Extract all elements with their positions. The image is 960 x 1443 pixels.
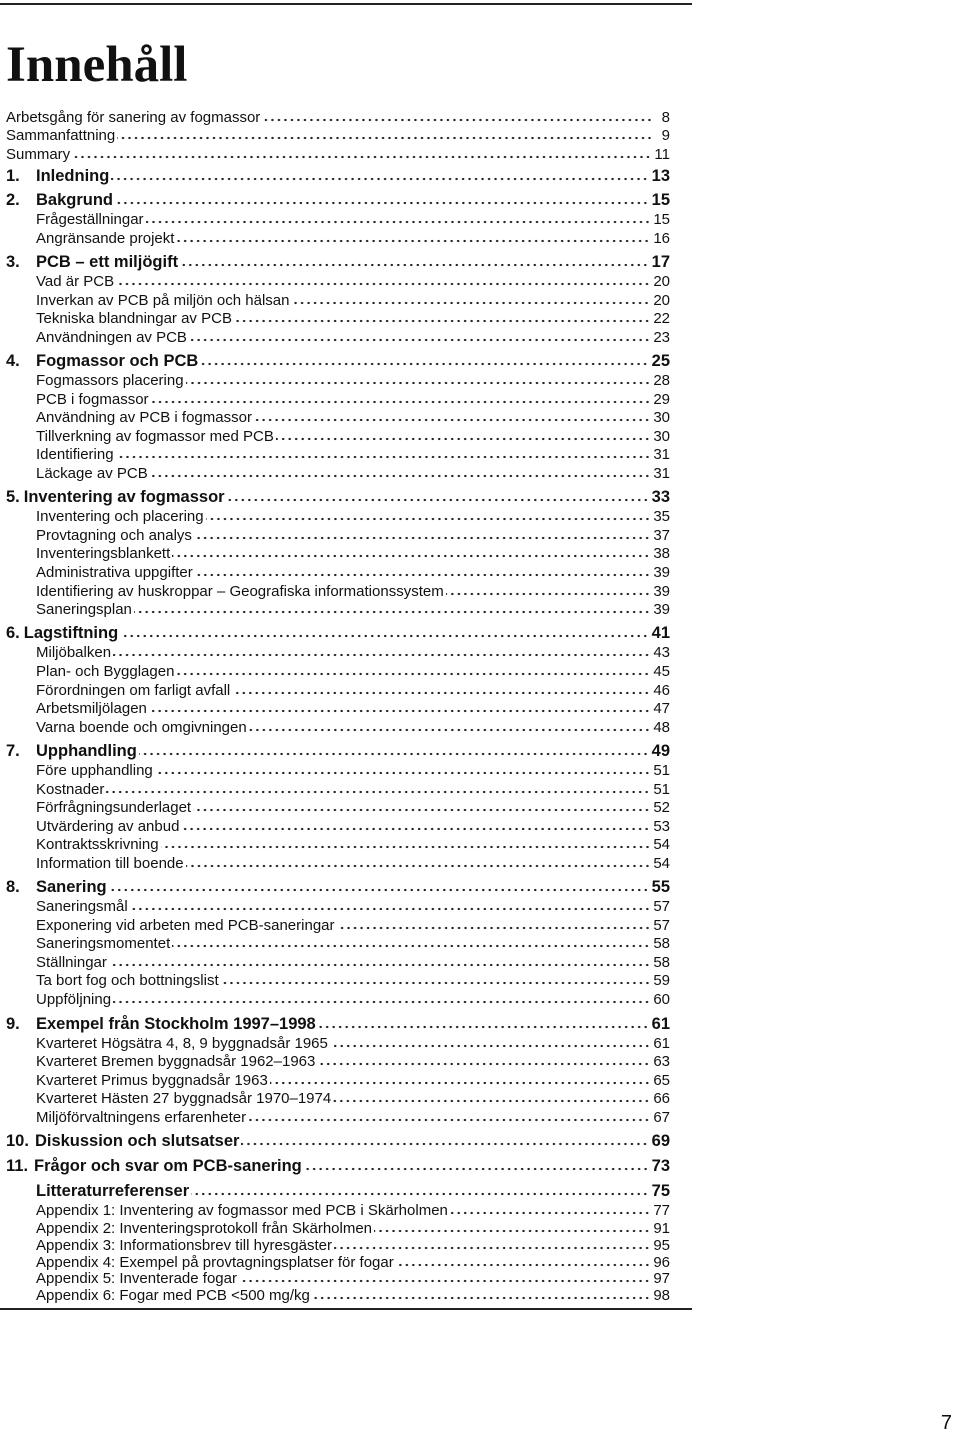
dot-leader bbox=[149, 709, 650, 713]
toc-entry-label: Angränsande projekt bbox=[36, 230, 175, 247]
toc-entry-page: 13 bbox=[651, 166, 670, 185]
dot-leader bbox=[186, 864, 651, 868]
toc-entry-page: 15 bbox=[651, 190, 670, 209]
dot-leader bbox=[109, 888, 649, 892]
toc-entry[interactable] bbox=[0, 951, 670, 970]
toc-entry-label: Inventering och placering bbox=[36, 508, 204, 525]
dot-leader bbox=[189, 338, 650, 342]
toc-entry[interactable] bbox=[0, 932, 670, 951]
dot-leader bbox=[150, 474, 651, 478]
dot-leader bbox=[116, 282, 650, 286]
dot-leader bbox=[330, 1044, 650, 1048]
toc-entry-label: Litteraturreferenser bbox=[36, 1181, 190, 1200]
dot-leader bbox=[227, 498, 649, 502]
toc-entry-page: 11 bbox=[654, 146, 670, 163]
toc-entry[interactable] bbox=[0, 988, 670, 1007]
toc-entry-page: 8 bbox=[661, 109, 670, 126]
dot-leader bbox=[241, 1142, 648, 1146]
dot-leader bbox=[193, 808, 650, 812]
toc-entry-label: Inledning bbox=[36, 166, 110, 185]
toc-entry[interactable] bbox=[0, 369, 670, 388]
dot-leader bbox=[249, 728, 651, 732]
dot-leader bbox=[262, 118, 653, 122]
toc-entry-page: 33 bbox=[651, 487, 670, 506]
toc-entry-page: 69 bbox=[651, 1131, 670, 1150]
toc-entry-label: PCB i fogmassor bbox=[36, 391, 149, 408]
toc-entry-label: Plan- och Bygglagen bbox=[36, 663, 175, 680]
toc-entry-page: 96 bbox=[653, 1254, 670, 1271]
toc-entry-label: Kontraktsskrivning bbox=[36, 836, 159, 853]
toc-entry-label: Frågor och svar om PCB-sanering bbox=[34, 1156, 302, 1175]
dot-leader bbox=[172, 944, 650, 948]
dot-leader bbox=[72, 155, 651, 159]
toc-entry-label: Miljöbalken bbox=[36, 644, 112, 661]
toc-entry-label: Appendix 4: Exempel på provtagningsplatser för fogar bbox=[36, 1254, 394, 1271]
toc-entry[interactable] bbox=[0, 542, 670, 561]
toc-entry-label: Identifiering av huskroppar – Geografiska informationssystem bbox=[36, 583, 444, 600]
toc-entry-label: Sanering bbox=[36, 877, 107, 896]
toc-entry-label: Tekniska blandningar av PCB bbox=[36, 310, 232, 327]
dot-leader bbox=[232, 691, 650, 695]
toc-entry-label: Diskussion och slutsatser bbox=[34, 1131, 240, 1150]
dot-leader bbox=[270, 1081, 651, 1085]
dot-leader bbox=[139, 752, 649, 756]
toc-entry[interactable] bbox=[0, 796, 670, 815]
toc-entry[interactable] bbox=[0, 660, 670, 679]
toc-entry[interactable] bbox=[0, 598, 670, 617]
toc-entry-page: 60 bbox=[653, 991, 670, 1008]
toc-entry-label: Arbetsgång för sanering av fogmassor bbox=[6, 109, 261, 126]
toc-entry-label: Exempel från Stockholm 1997–1998 bbox=[36, 1014, 316, 1033]
toc-entry-label: Appendix 6: Fogar med PCB <500 mg/kg bbox=[36, 1287, 310, 1304]
dot-leader bbox=[195, 573, 651, 577]
dot-leader bbox=[106, 790, 650, 794]
toc-chapter-entry[interactable] bbox=[0, 740, 670, 759]
toc-entry-label: Appendix 2: Inventeringsprotokoll från Skärholmen bbox=[36, 1220, 373, 1237]
toc-entry-page: 51 bbox=[653, 762, 670, 779]
toc-entry[interactable] bbox=[0, 270, 670, 289]
toc-entry-page: 29 bbox=[653, 391, 670, 408]
dot-leader bbox=[181, 827, 650, 831]
toc-entry-label: Appendix 3: Informationsbrev till hyresgäster bbox=[36, 1237, 332, 1254]
dot-leader bbox=[200, 362, 648, 366]
toc-entry-page: 57 bbox=[653, 898, 670, 915]
toc-entry-page: 45 bbox=[653, 663, 670, 680]
toc-chapter-entry[interactable] bbox=[0, 876, 670, 895]
toc-entry-label: Upphandling bbox=[36, 741, 137, 760]
toc-chapter-entry[interactable] bbox=[0, 251, 670, 270]
toc-entry-label: Fogmassors placering bbox=[36, 372, 184, 389]
dot-leader bbox=[155, 771, 651, 775]
toc-entry-page: 39 bbox=[653, 601, 670, 618]
toc-entry-page: 61 bbox=[651, 1014, 670, 1033]
toc-entry-page: 61 bbox=[653, 1035, 670, 1052]
toc-entry-label: Bakgrund bbox=[36, 190, 114, 209]
toc-entry[interactable] bbox=[0, 815, 670, 834]
dot-leader bbox=[172, 554, 650, 558]
toc-entry-label: Frågeställningar bbox=[36, 211, 144, 228]
toc-entry-label: Kvarteret Hästen 27 byggnadsår 1970–1974 bbox=[36, 1090, 332, 1107]
toc-entry[interactable] bbox=[0, 307, 670, 326]
toc-entry[interactable] bbox=[0, 697, 670, 716]
toc-entry-number: 1. bbox=[6, 166, 20, 185]
toc-entry-page: 98 bbox=[653, 1287, 670, 1304]
toc-entry-label: Summary bbox=[6, 146, 71, 163]
toc-entry[interactable] bbox=[0, 406, 670, 425]
dot-leader bbox=[176, 239, 650, 243]
toc-entry-label: Saneringsmomentet bbox=[36, 935, 171, 952]
toc-entry[interactable] bbox=[0, 124, 670, 143]
toc-entry[interactable] bbox=[0, 106, 670, 125]
dot-leader bbox=[234, 319, 650, 323]
toc-entry-number: 4. bbox=[6, 351, 20, 370]
toc-entry-page: 39 bbox=[653, 564, 670, 581]
toc-entry-label: Provtagning och analys bbox=[36, 527, 192, 544]
dot-leader bbox=[176, 672, 650, 676]
dot-leader bbox=[115, 201, 649, 205]
toc-entry-page: 51 bbox=[653, 781, 670, 798]
toc-entry[interactable] bbox=[0, 289, 670, 308]
toc-entry-page: 53 bbox=[653, 818, 670, 835]
toc-entry-label: Kvarteret Högsätra 4, 8, 9 byggnadsår 1965 bbox=[36, 1035, 328, 1052]
toc-entry[interactable] bbox=[0, 759, 670, 778]
dot-leader bbox=[180, 263, 649, 267]
toc-entry-number: 11. bbox=[6, 1156, 29, 1175]
toc-entry-label: Sammanfattning bbox=[6, 127, 116, 144]
toc-chapter-entry[interactable] bbox=[0, 1155, 670, 1174]
toc-entry-page: 16 bbox=[653, 230, 670, 247]
dot-leader bbox=[276, 437, 650, 441]
toc-entry-label: Kvarteret Bremen byggnadsår 1962–1963 bbox=[36, 1053, 316, 1070]
toc-entry[interactable] bbox=[0, 778, 670, 797]
toc-entry-label: Utvärdering av anbud bbox=[36, 818, 180, 835]
toc-entry-page: 28 bbox=[653, 372, 670, 389]
toc-chapter-entry[interactable] bbox=[0, 486, 670, 505]
toc-chapter-entry[interactable] bbox=[0, 1013, 670, 1032]
toc-entry-page: 49 bbox=[651, 741, 670, 760]
toc-entry-number: 2. bbox=[6, 190, 20, 209]
toc-entry[interactable] bbox=[0, 716, 670, 735]
toc-entry-page: 58 bbox=[653, 935, 670, 952]
toc-entry[interactable] bbox=[0, 524, 670, 543]
dot-leader bbox=[113, 1000, 650, 1004]
toc-entry-page: 67 bbox=[653, 1109, 670, 1126]
toc-entry[interactable] bbox=[0, 326, 670, 345]
toc-entry-page: 91 bbox=[653, 1220, 670, 1237]
dot-leader bbox=[291, 301, 650, 305]
dot-leader bbox=[109, 963, 650, 967]
toc-entry-page: 63 bbox=[653, 1053, 670, 1070]
toc-entry-label: Inventering av fogmassor bbox=[23, 487, 225, 506]
dot-leader bbox=[113, 653, 650, 657]
toc-entry-page: 15 bbox=[653, 211, 670, 228]
toc-entry-label: Lagstiftning bbox=[23, 623, 119, 642]
dot-leader bbox=[446, 592, 651, 596]
toc-entry-page: 38 bbox=[653, 545, 670, 562]
toc-entry-label: Arbetsmiljölagen bbox=[36, 700, 147, 717]
toc-entry-number: 7. bbox=[6, 741, 20, 760]
toc-entry[interactable] bbox=[0, 1087, 670, 1106]
dot-leader bbox=[450, 1211, 650, 1215]
toc-entry[interactable] bbox=[0, 895, 670, 914]
toc-entry-label: Förfrågningsunderlaget bbox=[36, 799, 192, 816]
toc-entry-label: Fogmassor och PCB bbox=[36, 351, 199, 370]
toc-entry[interactable] bbox=[0, 561, 670, 580]
toc-entry-label: Varna boende och omgivningen bbox=[36, 719, 247, 736]
toc-entry-page: 39 bbox=[653, 583, 670, 600]
toc-entry[interactable] bbox=[0, 443, 670, 462]
toc-entry-page: 48 bbox=[653, 719, 670, 736]
toc-entry-label: Identifiering bbox=[36, 446, 114, 463]
dot-leader bbox=[333, 1099, 650, 1103]
toc-entry-page: 65 bbox=[653, 1072, 670, 1089]
toc-entry-label: Tillverkning av fogmassor med PCB bbox=[36, 428, 274, 445]
toc-entry-page: 30 bbox=[653, 409, 670, 426]
toc-entry[interactable] bbox=[0, 1199, 670, 1218]
toc-entry-label: Användningen av PCB bbox=[36, 329, 187, 346]
toc-entry-page: 20 bbox=[653, 292, 670, 309]
toc-entry-label: Saneringsmål bbox=[36, 898, 128, 915]
toc-entry-label: Information till boende bbox=[36, 855, 184, 872]
toc-entry-label: Förordningen om farligt avfall bbox=[36, 682, 231, 699]
bottom-rule bbox=[0, 1308, 692, 1310]
toc-entry[interactable] bbox=[0, 580, 670, 599]
dot-leader bbox=[146, 220, 651, 224]
toc-entry-page: 30 bbox=[653, 428, 670, 445]
toc-entry-label: Ta bort fog och bottningslist bbox=[36, 972, 219, 989]
toc-chapter-entry[interactable] bbox=[0, 1130, 670, 1149]
toc-entry[interactable] bbox=[0, 388, 670, 407]
toc-entry-page: 54 bbox=[653, 836, 670, 853]
toc-entry-label: PCB – ett miljögift bbox=[36, 252, 179, 271]
dot-leader bbox=[151, 400, 651, 404]
toc-entry-page: 46 bbox=[653, 682, 670, 699]
page-number: 7 bbox=[940, 1412, 952, 1434]
toc-entry-page: 31 bbox=[653, 446, 670, 463]
toc-entry-page: 52 bbox=[653, 799, 670, 816]
toc-chapter-entry[interactable] bbox=[0, 1180, 670, 1199]
toc-entry[interactable] bbox=[0, 208, 670, 227]
toc-entry-label: Läckage av PCB bbox=[36, 465, 148, 482]
toc-entry-page: 17 bbox=[651, 252, 670, 271]
toc-entry[interactable] bbox=[0, 425, 670, 444]
page-title: Innehåll bbox=[6, 37, 188, 93]
toc-entry-page: 77 bbox=[653, 1202, 670, 1219]
toc-entry[interactable] bbox=[0, 679, 670, 698]
toc-entry-page: 43 bbox=[653, 644, 670, 661]
toc-entry[interactable] bbox=[0, 852, 670, 871]
toc-entry-number: 3. bbox=[6, 252, 20, 271]
toc-entry-page: 37 bbox=[653, 527, 670, 544]
toc-chapter-entry[interactable] bbox=[0, 189, 670, 208]
toc-entry-page: 20 bbox=[653, 273, 670, 290]
toc-entry-page: 23 bbox=[653, 329, 670, 346]
dot-leader bbox=[194, 536, 650, 540]
toc-chapter-entry[interactable] bbox=[0, 350, 670, 369]
toc-entry-number: 10. bbox=[6, 1131, 29, 1150]
toc-entry-label: Före upphandling bbox=[36, 762, 153, 779]
toc-entry-page: 22 bbox=[653, 310, 670, 327]
toc-entry-label: Inverkan av PCB på miljön och hälsan bbox=[36, 292, 290, 309]
toc-entry[interactable] bbox=[0, 143, 670, 162]
toc-entry-number: 8. bbox=[6, 877, 20, 896]
dot-leader bbox=[304, 1167, 649, 1171]
dot-leader bbox=[111, 177, 648, 181]
dot-leader bbox=[312, 1296, 650, 1300]
toc-chapter-entry[interactable] bbox=[0, 165, 670, 184]
toc-entry-page: 95 bbox=[653, 1237, 670, 1254]
toc-entry[interactable] bbox=[0, 1032, 670, 1051]
toc-entry-page: 55 bbox=[651, 877, 670, 896]
toc-entry-page: 59 bbox=[653, 972, 670, 989]
toc-entry-label: Vad är PCB bbox=[36, 273, 115, 290]
dot-leader bbox=[374, 1229, 650, 1233]
dot-leader bbox=[254, 418, 650, 422]
toc-entry-page: 25 bbox=[651, 351, 670, 370]
toc-entry-page: 54 bbox=[653, 855, 670, 872]
toc-chapter-entry[interactable] bbox=[0, 622, 670, 641]
dot-leader bbox=[248, 1118, 650, 1122]
toc-entry-label: Saneringsplan bbox=[36, 601, 132, 618]
toc-entry[interactable] bbox=[0, 505, 670, 524]
toc-entry[interactable] bbox=[0, 462, 670, 481]
dot-leader bbox=[239, 1279, 650, 1283]
dot-leader bbox=[117, 136, 653, 140]
dot-leader bbox=[120, 634, 648, 638]
dot-leader bbox=[317, 1062, 650, 1066]
toc-entry-label: Appendix 1: Inventering av fogmassor med PCB i Skärholmen bbox=[36, 1202, 448, 1219]
toc-entry-label: Ställningar bbox=[36, 954, 107, 971]
toc-entry[interactable] bbox=[0, 833, 670, 852]
toc-entry[interactable] bbox=[0, 1069, 670, 1088]
toc-entry-label: Kvarteret Primus byggnadsår 1963 bbox=[36, 1072, 268, 1089]
toc-entry[interactable] bbox=[0, 1284, 670, 1303]
dot-leader bbox=[318, 1025, 649, 1029]
dot-leader bbox=[334, 1246, 650, 1250]
toc-entry-page: 41 bbox=[651, 623, 670, 642]
toc-entry[interactable] bbox=[0, 1050, 670, 1069]
toc-entry-label: Miljöförvaltningens erfarenheter bbox=[36, 1109, 247, 1126]
toc-entry-page: 57 bbox=[653, 917, 670, 934]
toc-entry-page: 47 bbox=[653, 700, 670, 717]
toc-entry-page: 35 bbox=[653, 508, 670, 525]
toc-entry-label: Uppföljning bbox=[36, 991, 112, 1008]
toc-entry-page: 73 bbox=[651, 1156, 670, 1175]
toc-entry[interactable] bbox=[0, 227, 670, 246]
toc-entry-page: 66 bbox=[653, 1090, 670, 1107]
toc-entry-page: 97 bbox=[653, 1270, 670, 1287]
dot-leader bbox=[134, 610, 650, 614]
toc-entry-page: 9 bbox=[661, 127, 670, 144]
dot-leader bbox=[186, 381, 651, 385]
toc-entry-page: 75 bbox=[651, 1181, 670, 1200]
toc-entry[interactable] bbox=[0, 1106, 670, 1125]
dot-leader bbox=[206, 517, 651, 521]
dot-leader bbox=[161, 845, 651, 849]
toc-entry[interactable] bbox=[0, 914, 670, 933]
toc-entry-number: 5. bbox=[6, 487, 20, 506]
toc-entry-number: 9. bbox=[6, 1014, 20, 1033]
toc-entry-number: 6. bbox=[6, 623, 20, 642]
toc-entry-label: Kostnader bbox=[36, 781, 105, 798]
toc-entry-label: Exponering vid arbeten med PCB-saneringar bbox=[36, 917, 335, 934]
toc-entry-label: Appendix 5: Inventerade fogar bbox=[36, 1270, 237, 1287]
toc-entry-page: 31 bbox=[653, 465, 670, 482]
dot-leader bbox=[337, 926, 651, 930]
dot-leader bbox=[130, 907, 651, 911]
toc-entry-label: Administrativa uppgifter bbox=[36, 564, 193, 581]
toc-entry[interactable] bbox=[0, 641, 670, 660]
toc-entry-label: Inventeringsblankett bbox=[36, 545, 171, 562]
dot-leader bbox=[116, 455, 651, 459]
dot-leader bbox=[221, 981, 651, 985]
toc-entry-label: Användning av PCB i fogmassor bbox=[36, 409, 252, 426]
dot-leader bbox=[191, 1192, 649, 1196]
toc-entry[interactable] bbox=[0, 969, 670, 988]
toc-entry-page: 58 bbox=[653, 954, 670, 971]
